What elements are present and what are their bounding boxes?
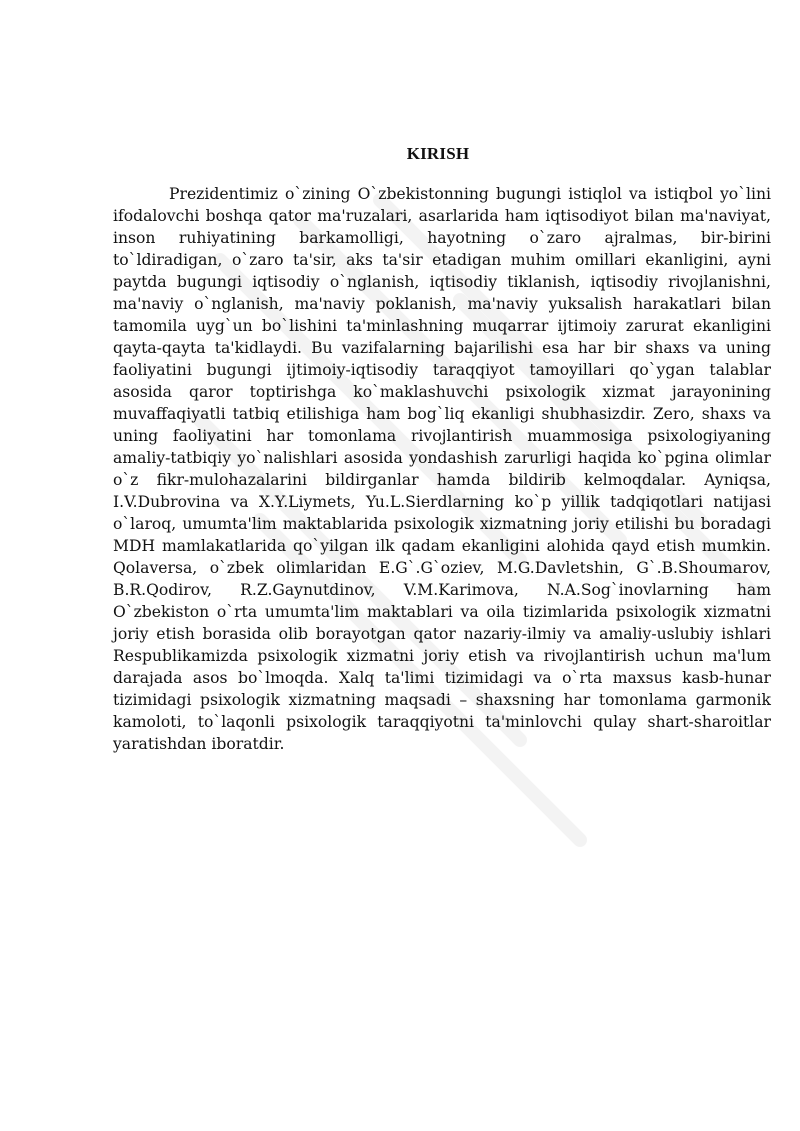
body-paragraph: Prezidentimiz o`zining O`zbekistonning bugungi istiqlol va istiqbol yo`lini ifodalovchi boshqa qator ma'ruzalari, asarlarida ham iqtisodiyot bilan ma'naviyat, inson ruhiyatining barkamolligi, hayotning o`zaro ajralmas, bir-birini to`ldiradigan, o`zaro ta'sir, aks ta'sir etadigan muhim omillari ekanligini, ayni paytda bugungi iqtisodiy o`nglanish, iqtisodiy tiklanish, iqtisodiy rivojlanishni, ma'naviy o`nglanish, ma'naviy poklanish, ma'naviy yuksalish harakatlari bilan tamomila uyg`un bo`lishini ta'minlashning muqarrar ijtimoiy zarurat ekanligini qayta-qayta ta'kidlaydi. Bu vazifalarning bajarilishi esa har bir shaxs va uning faoliyatini bugungi ijtimoiy-iqtisodiy taraqqiyot tamoyillari qo`ygan talablar asosida qaror toptirishga ko`maklashuvchi psixologik xizmat jarayonining muvaffaqiyatli tatbiq etilishiga ham bog`liq ekanligi shubhasizdir. Zero, shaxs va uning faoliyatini har tomonlama rivojlantirish muammosiga psixologiyaning amaliy-tatbiqiy yo`nalishlari asosida yondashish zarurligi haqida ko`pgina olimlar o`z fikr-mulohazalarini bildirganlar hamda bildirib kelmoqdalar. Ayniqsa, I.V.Dubrovina va X.Y.Liymets, Yu.L.Sierdlarning ko`p yillik tadqiqotlari natijasi o`laroq, umumta'lim maktablarida psixologik xizmatning joriy etilishi bu boradagi MDH mamlakatlarida qo`yilgan ilk qadam ekanligini alohida qayd etish mumkin. Qolaversa, o`zbek olimlaridan E.G`.G`oziev, M.G.Davletshin, G`.B.Shoumarov, B.R.Qodirov, R.Z.Gaynutdinov, V.M.Karimova, N.A.Sog`inovlarning ham O`zbekiston o`rta umumta'lim maktablari va oila tizimlarida psixologik xizmatni joriy etish borasida olib borayotgan qator nazariy-ilmiy va amaliy-uslubiy ishlari Respublikamizda psixologik xizmatni joriy etish va rivojlantirish uchun ma'lum darajada asos bo`lmoqda. Xalq ta'limi tizimidagi va o`rta maxsus kasb-hunar tizimidagi psixologik xizmatning maqsadi – shaxsning har tomonlama garmonik kamoloti, to`laqonli psixologik taraqqiyotni ta'minlovchi qulay shart-sharoitlar yaratishdan iboratdir.	[113, 185, 771, 753]
page-title: KIRISH	[406, 144, 470, 163]
